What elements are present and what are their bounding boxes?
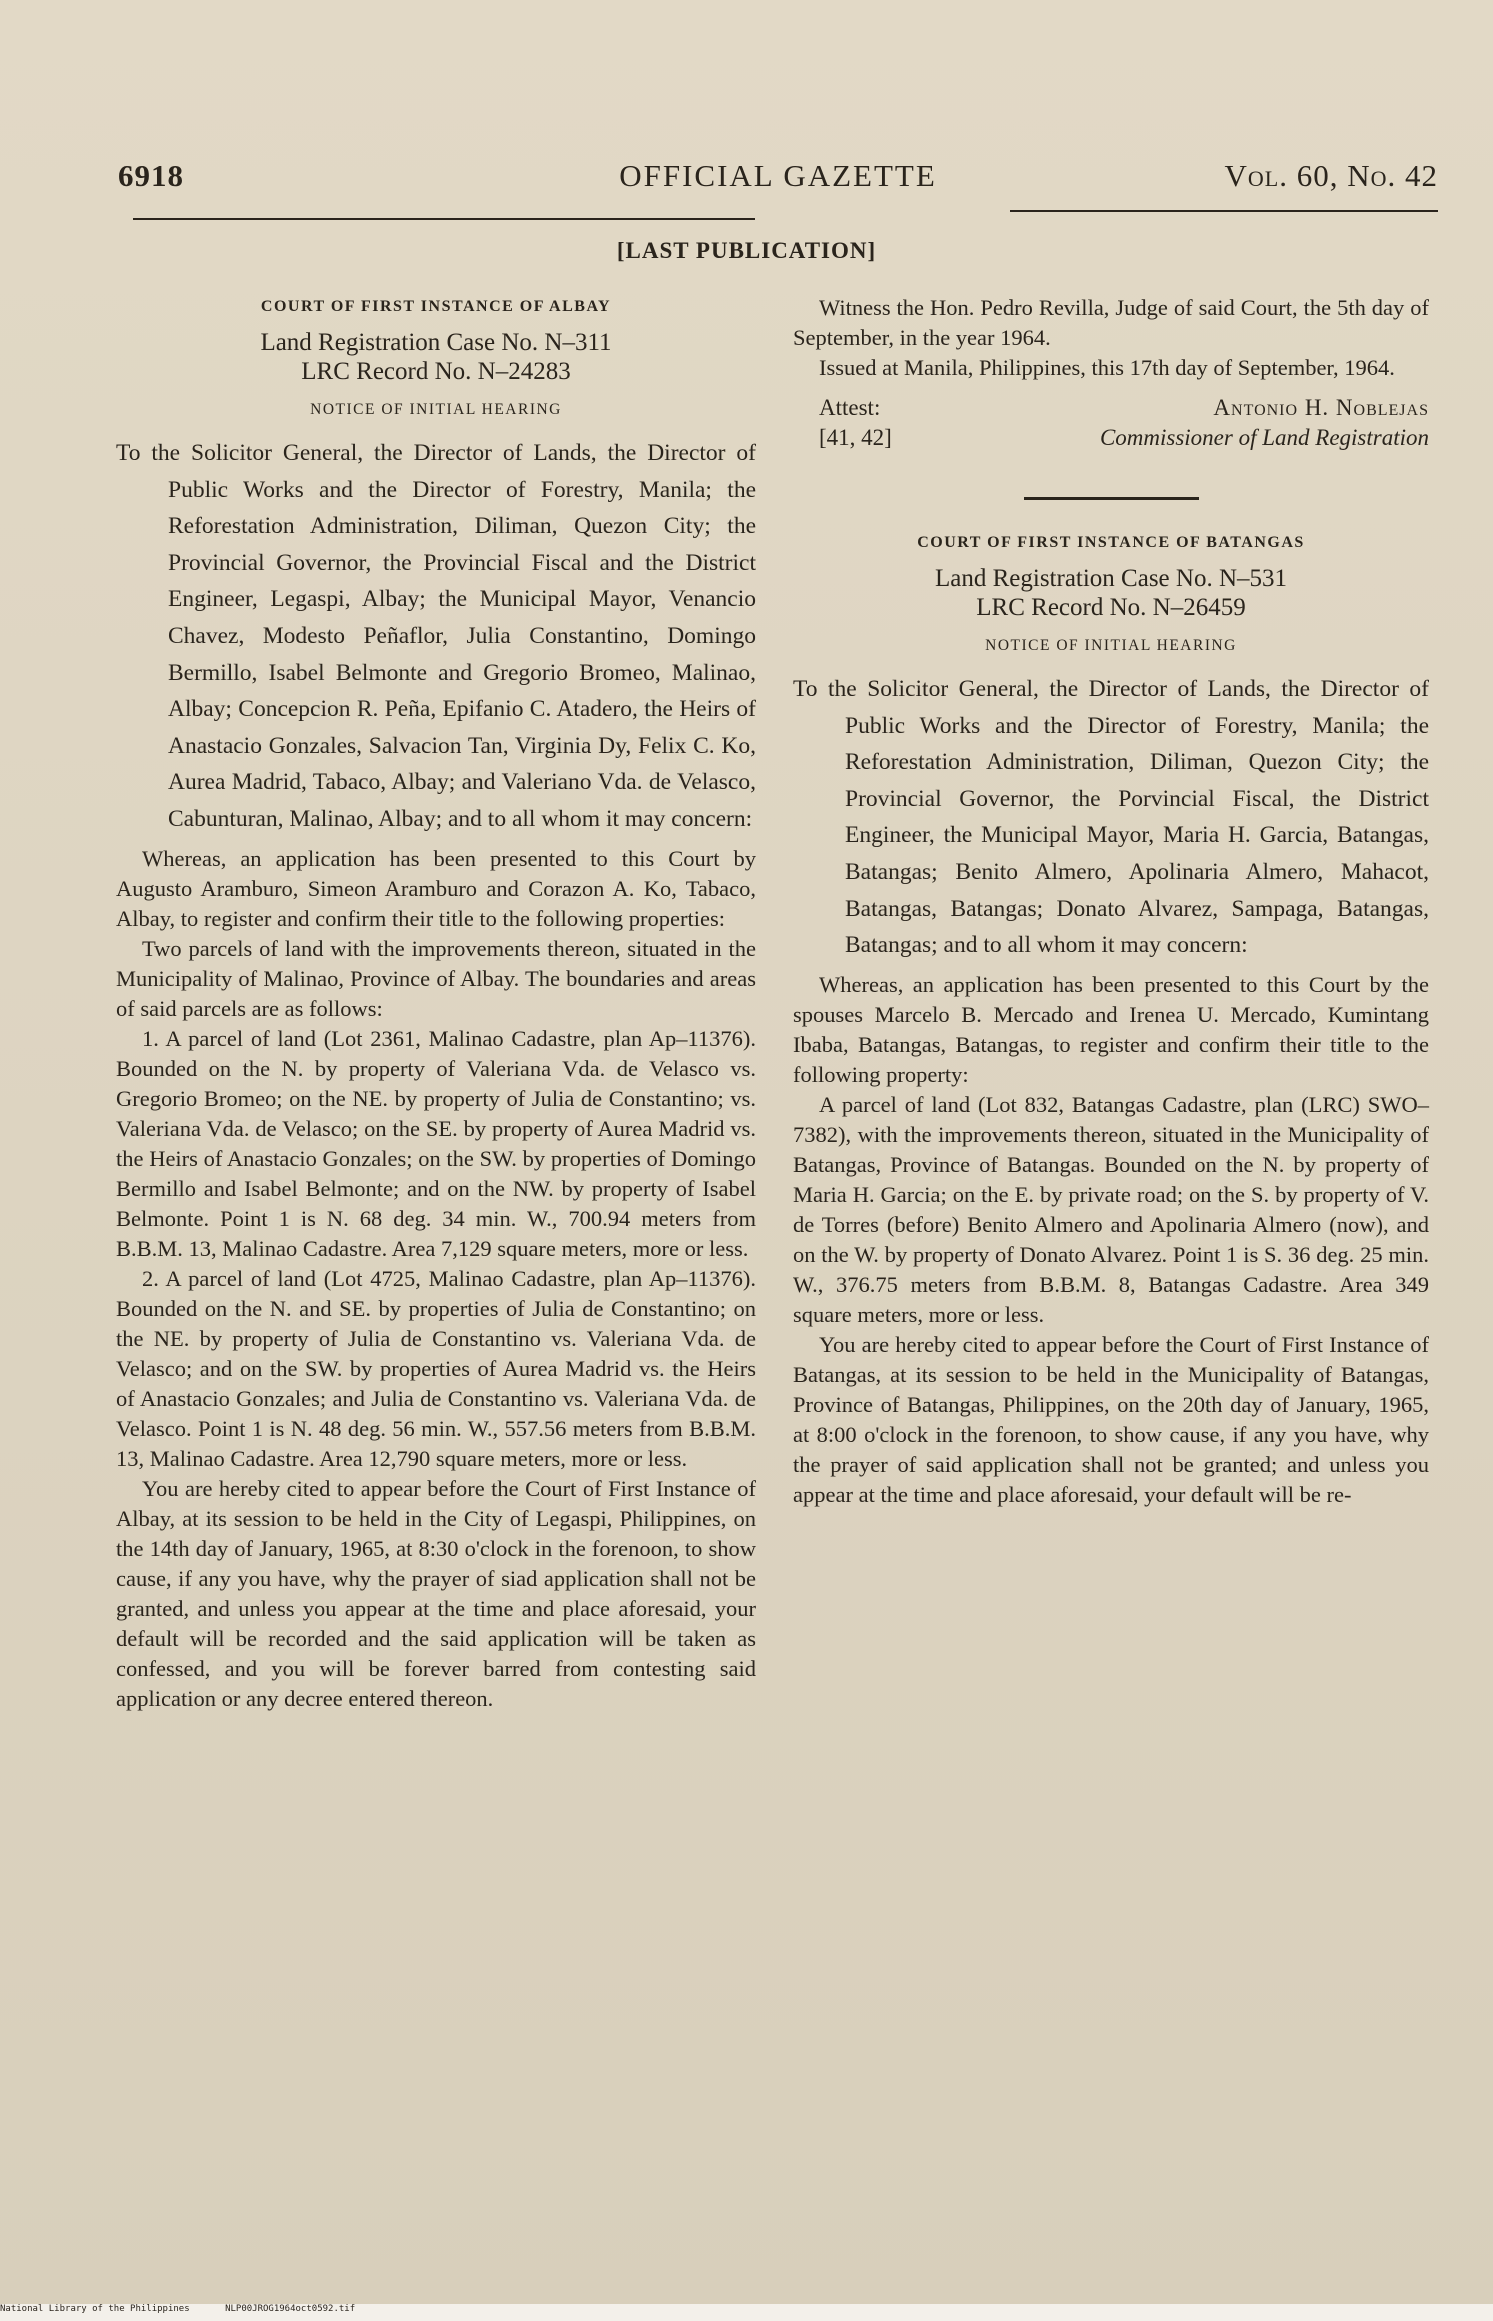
notice1-court: COURT OF FIRST INSTANCE OF ALBAY — [260, 298, 612, 315]
notice2-addressees: To the Solicitor General, the Director of Lands, the Director of Public Works and the Director of Forestry, Manila; the Reforestation Administration, Diliman, Quezon City; the Provincial Governor, the Porvincial Fiscal, the District Engineer, the Municipal Mayor, Maria H. Garcia, Batangas, Batangas; Benito Almero, Apolinaria Almero, Mahacot, Batangas, Batangas; Donato Alvarez, Sampaga, Batangas, Batangas; and to all whom it may concern: — [793, 676, 1429, 959]
notice1-addressees: To the Solicitor General, the Director of Lands, the Director of Public Works and the Director of Forestry, Manila; the Reforestation Administration, Diliman, Quezon City; the Provincial Governor, the Provincial Fiscal and the District Engineer, Legaspi, Albay; the Municipal Mayor, Venancio Chavez, Modesto Peñaflor, Julia Constantino, Domingo Bermillo, Isabel Belmonte and Gregorio Bromeo, Malinao, Albay; Concepcion R. Peña, Epifanio C. Atadero, the Heirs of Anastacio Gonzales, Salvacion Tan, Virginia Dy, Felix C. Ko, Aurea Madrid, Tabaco, Albay; and Valeriano Vda. de Velasco, Cabunturan, Malinao, Albay; and to all whom it may concern: — [116, 440, 756, 832]
notice1-paragraph: 1. A parcel of land (Lot 2361, Malinao Cadastre, plan Ap–11376). Bounded on the N. by property of Valeriana Vda. de Velasco vs. Gregorio Bromeo; on the NE. by property of Julia de Constantino; vs. Valeriana Vda. de Velasco; on the SE. by property of Aurea Madrid vs. the Heirs of Anastacio Gonzales; on the SW. by properties of Domingo Bermillo and Isabel Belmonte; and on the NW. by property of Isabel Belmonte. Point 1 is N. 68 deg. 34 min. W., 700.94 meters from B.B.M. 13, Malinao Cadastre. Area 7,129 square meters, more or less. — [116, 1025, 756, 1261]
notice1-paragraph: You are hereby cited to appear before the Court of First Instance of Albay, at its session to be held in the City of Legaspi, Philippines, on the 14th day of January, 1965, at 8:30 o'clock in the forenoon, to show cause, if any you have, why the prayer of siad application shall not be granted, and unless you appear at the time and place aforesaid, your default will be recorded and the said application will be taken as confessed, and you will be forever barred from contesting said application or any decree entered thereon. — [116, 1475, 756, 1711]
notice1-paragraph: Two parcels of land with the improvements thereon, situated in the Municipality of Malinao, Province of Albay. The boundaries and areas of said parcels are as follows: — [116, 935, 756, 1021]
page-header — [118, 150, 1438, 206]
notice1-paragraph: Issued at Manila, Philippines, this 17th day of September, 1964. — [819, 355, 1395, 380]
notice1-paragraph: 2. A parcel of land (Lot 4725, Malinao Cadastre, plan Ap–11376). Bounded on the N. and SE. by properties of Julia de Constantino; on the NE. by property of Julia de Constantino vs. Valeriana Vda. de Velasco; and on the SW. by properties of Aurea Madrid vs. the Heirs of Anastacio Gonzales; and Julia de Constantino vs. Valeriana Vda. de Velasco. Point 1 is N. 48 deg. 56 min. W., 557.56 meters from B.B.M. 13, Malinao Cadastre. Area 12,790 square meters, more or less. — [116, 1265, 756, 1471]
left-column — [116, 290, 756, 1714]
attest-label: Attest: — [819, 395, 881, 420]
notice1-paragraph: Witness the Hon. Pedro Revilla, Judge of said Court, the 5th day of September, in the year 1964. — [793, 295, 1429, 350]
signatory-name: Antonio H. Noblejas — [1213, 395, 1429, 420]
notice1-case-number: Land Registration Case No. N–311 — [260, 329, 612, 356]
header-rule-right — [1010, 210, 1438, 212]
notice1-title: NOTICE OF INITIAL HEARING — [310, 401, 562, 418]
volume-number: Vol. 60, No. 42 — [1224, 158, 1438, 193]
page-number: 6918 — [118, 158, 184, 193]
notice2-case-number: Land Registration Case No. N–531 — [934, 565, 1288, 592]
notice1-record-number: LRC Record No. N–24283 — [301, 358, 571, 385]
header-rule-left — [133, 218, 755, 220]
publication-title: OFFICIAL GAZETTE — [619, 158, 937, 193]
notice2-record-number: LRC Record No. N–26459 — [976, 594, 1246, 621]
notice2-paragraph: Whereas, an application has been presented to this Court by the spouses Marcelo B. Mercado and Irenea U. Mercado, Kumintang Ibaba, Batangas, Batangas, to register and confirm their title to the following property: — [793, 971, 1429, 1087]
right-column — [793, 293, 1429, 1510]
last-publication-label: [LAST PUBLICATION] — [616, 238, 877, 263]
notice2-title: NOTICE OF INITIAL HEARING — [985, 637, 1237, 654]
notice1-paragraph: Whereas, an application has been presented to this Court by Augusto Aramburo, Simeon Aramburo and Corazon A. Ko, Tabaco, Albay, to register and confirm their title to the following properties: — [116, 845, 756, 931]
notice2-paragraph: A parcel of land (Lot 832, Batangas Cadastre, plan (LRC) SWO–7382), with the improvements thereon, situated in the Municipality of Batangas, Province of Batangas. Bounded on the N. by property of Maria H. Garcia; on the E. by private road; on the S. by property of V. de Torres (before) Benito Almero and Apolinaria Almero (now), and on the W. by property of Donato Alvarez. Point 1 is S. 36 deg. 25 min. W., 376.75 meters from B.B.M. 8, Batangas Cadastre. Area 349 square meters, more or less. — [793, 1091, 1429, 1327]
library-credit: National Library of the Philippines — [0, 2304, 190, 2314]
scan-filename: NLP00JROG1964oct0592.tif — [225, 2304, 356, 2314]
attestation-block — [793, 393, 1429, 453]
section-divider — [1024, 497, 1199, 500]
notice2-paragraph: You are hereby cited to appear before the Court of First Instance of Batangas, at its session to be held in the Municipality of Batangas, Province of Batangas, Philippines, on the 20th day of January, 1965, at 8:00 o'clock in the forenoon, to show cause, if any you have, why the prayer of said application shall not be granted; and unless you appear at the time and place aforesaid, your default will be re- — [793, 1331, 1429, 1507]
signatory-title: Commissioner of Land Registration — [1099, 425, 1429, 450]
issue-reference: [41, 42] — [819, 425, 892, 450]
scan-footer — [0, 2304, 1493, 2321]
notice2-court: COURT OF FIRST INSTANCE OF BATANGAS — [917, 534, 1305, 551]
